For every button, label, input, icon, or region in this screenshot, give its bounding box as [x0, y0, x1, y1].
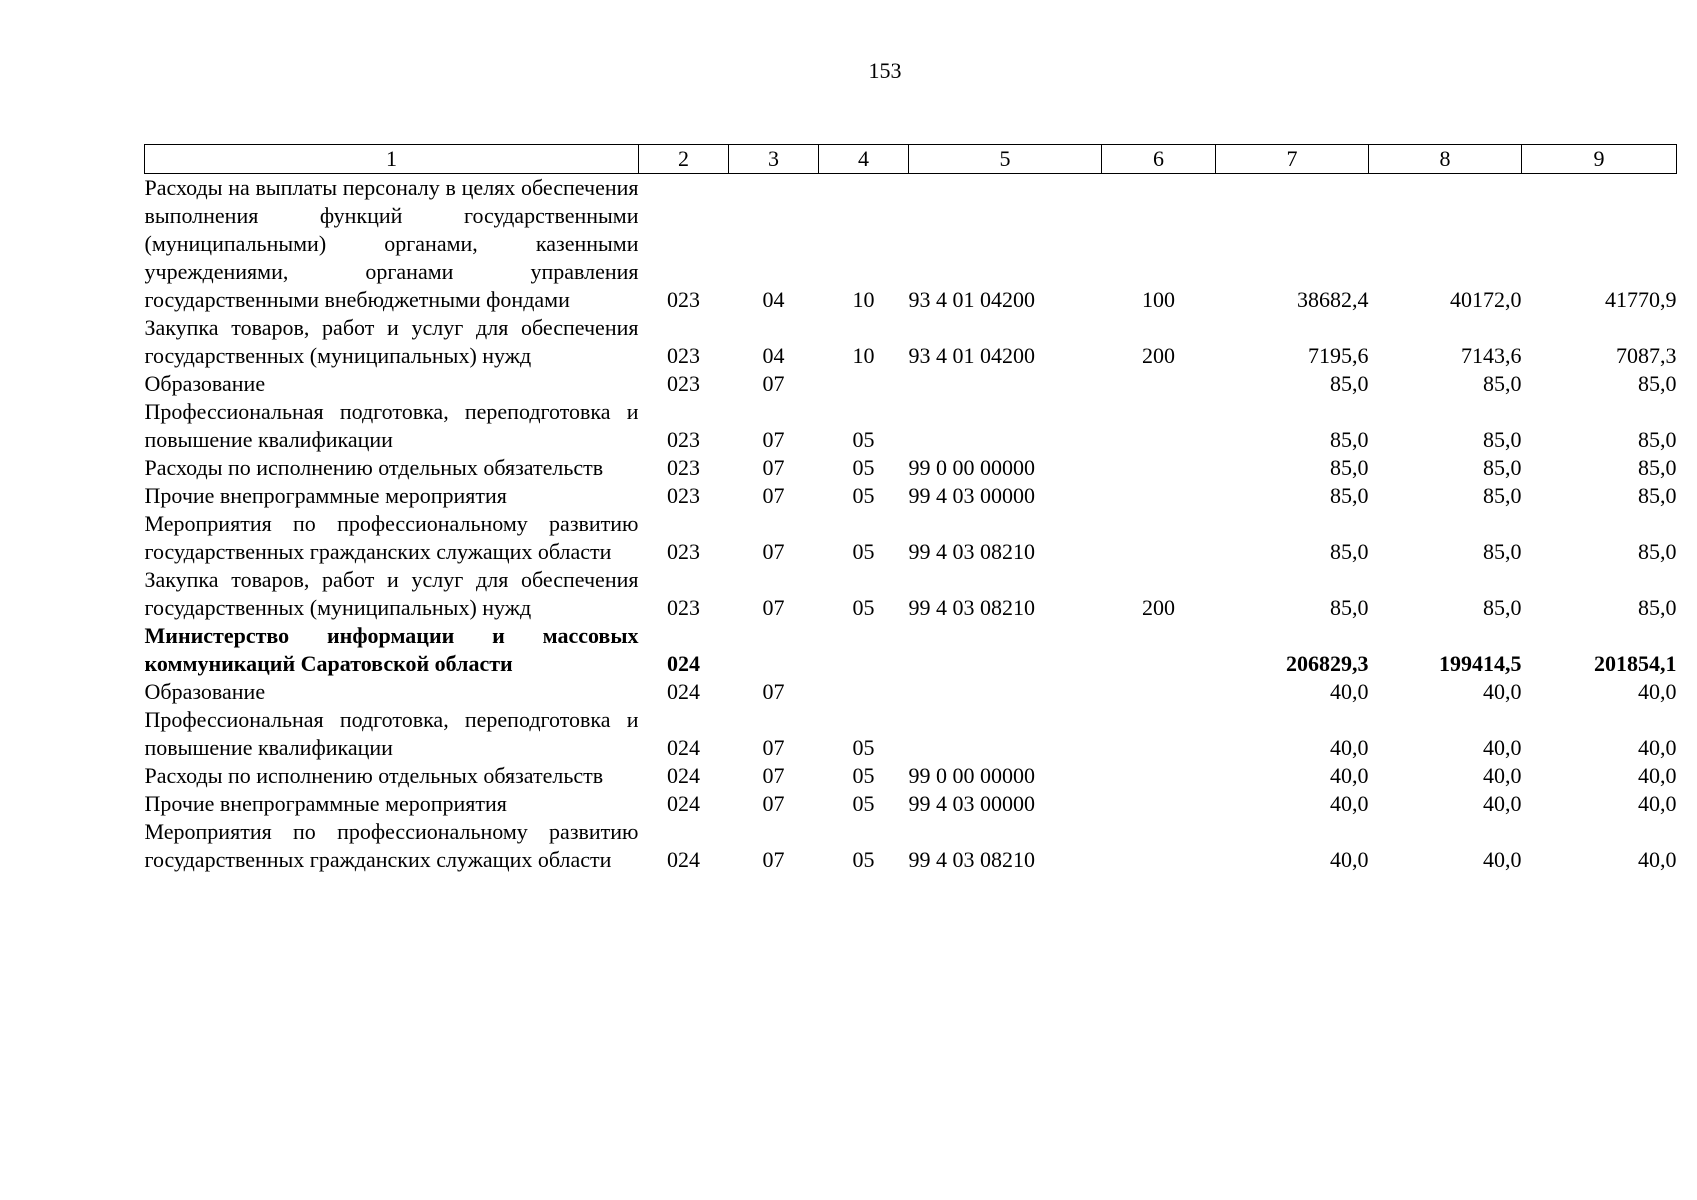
cell-section: 07	[762, 595, 785, 620]
row-name: Расходы на выплаты персоналу в целях обеспечения выполнения функций государственными (муниципальными) органами, казенными учреждениями, органами управления государственными внебюджетными фондами	[144, 175, 639, 312]
cell-amount-1: 7195,6	[1308, 343, 1369, 368]
cell-expense-type: 200	[1142, 343, 1175, 368]
cell-section: 07	[762, 427, 785, 452]
cell-ministry-code: 024	[667, 679, 700, 704]
cell-amount-2: 85,0	[1483, 483, 1522, 508]
row-name: Прочие внепрограммные мероприятия	[144, 483, 507, 508]
row-name: Расходы по исполнению отдельных обязательств	[144, 763, 604, 788]
table-row	[145, 818, 1677, 874]
row-name: Профессиональная подготовка, переподготовка и повышение квалификации	[144, 707, 639, 760]
cell-section: 07	[762, 735, 785, 760]
cell-amount-1: 85,0	[1330, 539, 1369, 564]
cell-amount-3: 201854,1	[1594, 651, 1677, 676]
cell-amount-2: 40,0	[1483, 735, 1522, 760]
table-row	[145, 622, 1677, 678]
cell-amount-2: 40,0	[1483, 679, 1522, 704]
row-name: Образование	[144, 679, 266, 704]
cell-amount-2: 85,0	[1483, 539, 1522, 564]
cell-amount-3: 40,0	[1638, 763, 1677, 788]
cell-amount-3: 40,0	[1638, 679, 1677, 704]
cell-target-article: 99 0 00 00000	[908, 455, 1035, 480]
cell-amount-3: 85,0	[1638, 427, 1677, 452]
cell-amount-2: 85,0	[1483, 427, 1522, 452]
cell-subsection: 05	[852, 427, 875, 452]
cell-amount-3: 85,0	[1638, 483, 1677, 508]
cell-expense-type	[1102, 370, 1216, 398]
cell-subsection	[819, 622, 909, 678]
cell-expense-type	[1102, 622, 1216, 678]
cell-amount-3: 85,0	[1638, 539, 1677, 564]
cell-ministry-code: 023	[667, 595, 700, 620]
cell-target-article: 99 4 03 00000	[908, 791, 1035, 816]
cell-subsection: 05	[852, 847, 875, 872]
cell-amount-1: 40,0	[1330, 847, 1369, 872]
cell-amount-1: 85,0	[1330, 455, 1369, 480]
row-name: Закупка товаров, работ и услуг для обеспечения государственных (муниципальных) нужд	[144, 315, 639, 368]
cell-target-article: 99 0 00 00000	[908, 763, 1035, 788]
header-cell: 6	[1102, 145, 1216, 174]
cell-target-article: 99 4 03 08210	[908, 539, 1035, 564]
header-cell: 5	[909, 145, 1102, 174]
cell-section: 07	[762, 483, 785, 508]
row-name: Мероприятия по профессиональному развитию государственных гражданских служащих области	[144, 511, 639, 564]
cell-amount-1: 85,0	[1330, 427, 1369, 452]
page-number: 153	[868, 58, 902, 83]
cell-section: 04	[762, 343, 785, 368]
cell-expense-type	[1102, 762, 1216, 790]
row-name: Образование	[144, 371, 266, 396]
cell-amount-1: 40,0	[1330, 791, 1369, 816]
cell-expense-type	[1102, 790, 1216, 818]
header-cell: 4	[819, 145, 909, 174]
cell-amount-2: 85,0	[1483, 371, 1522, 396]
cell-ministry-code: 023	[667, 371, 700, 396]
cell-amount-2: 7143,6	[1461, 343, 1522, 368]
cell-section: 07	[762, 679, 785, 704]
table-row	[145, 762, 1677, 790]
header-cell: 2	[639, 145, 729, 174]
header-cell: 3	[729, 145, 819, 174]
cell-ministry-code: 024	[667, 791, 700, 816]
cell-target-article	[909, 398, 1102, 454]
cell-amount-1: 206829,3	[1286, 651, 1369, 676]
cell-amount-2: 85,0	[1483, 455, 1522, 480]
table-row	[145, 678, 1677, 706]
cell-ministry-code: 023	[667, 483, 700, 508]
cell-target-article: 99 4 03 00000	[908, 483, 1035, 508]
row-name: Мероприятия по профессиональному развитию государственных гражданских служащих области	[144, 819, 639, 872]
header-row	[145, 145, 1677, 174]
cell-expense-type: 100	[1142, 287, 1175, 312]
cell-ministry-code: 024	[667, 763, 700, 788]
cell-amount-1: 40,0	[1330, 735, 1369, 760]
row-name: Прочие внепрограммные мероприятия	[144, 791, 507, 816]
cell-expense-type	[1102, 678, 1216, 706]
cell-amount-3: 85,0	[1638, 455, 1677, 480]
cell-subsection: 10	[852, 287, 875, 312]
cell-subsection: 05	[852, 735, 875, 760]
cell-ministry-code: 024	[667, 735, 700, 760]
cell-amount-2: 199414,5	[1439, 651, 1522, 676]
row-name: Закупка товаров, работ и услуг для обеспечения государственных (муниципальных) нужд	[144, 567, 639, 620]
cell-amount-3: 40,0	[1638, 791, 1677, 816]
table-row	[145, 370, 1677, 398]
cell-amount-1: 85,0	[1330, 595, 1369, 620]
header-cell: 7	[1216, 145, 1369, 174]
cell-subsection: 05	[852, 763, 875, 788]
cell-subsection: 05	[852, 455, 875, 480]
header-cell: 8	[1369, 145, 1522, 174]
cell-amount-1: 85,0	[1330, 371, 1369, 396]
cell-amount-1: 38682,4	[1297, 287, 1369, 312]
cell-amount-2: 40,0	[1483, 763, 1522, 788]
cell-target-article: 93 4 01 04200	[908, 343, 1035, 368]
cell-amount-3: 7087,3	[1616, 343, 1677, 368]
cell-subsection: 05	[852, 539, 875, 564]
table-row	[145, 482, 1677, 510]
cell-amount-3: 85,0	[1638, 371, 1677, 396]
cell-target-article: 93 4 01 04200	[908, 287, 1035, 312]
cell-section: 07	[762, 791, 785, 816]
row-name: Профессиональная подготовка, переподготовка и повышение квалификации	[144, 399, 639, 452]
table-row	[145, 314, 1677, 370]
cell-target-article	[909, 706, 1102, 762]
cell-ministry-code: 024	[667, 847, 700, 872]
cell-ministry-code: 024	[667, 651, 700, 676]
table-row	[145, 398, 1677, 454]
cell-section: 07	[762, 763, 785, 788]
cell-amount-2: 40,0	[1483, 847, 1522, 872]
cell-subsection: 05	[852, 595, 875, 620]
cell-subsection: 05	[852, 791, 875, 816]
cell-ministry-code: 023	[667, 455, 700, 480]
cell-subsection: 05	[852, 483, 875, 508]
cell-subsection	[819, 678, 909, 706]
cell-amount-2: 40,0	[1483, 791, 1522, 816]
table-row	[145, 706, 1677, 762]
header-cell: 9	[1522, 145, 1677, 174]
cell-amount-1: 40,0	[1330, 763, 1369, 788]
table-row	[145, 566, 1677, 622]
table-row	[145, 790, 1677, 818]
cell-subsection	[819, 370, 909, 398]
cell-target-article: 99 4 03 08210	[908, 595, 1035, 620]
table-row	[145, 454, 1677, 482]
row-name: Министерство информации и массовых коммуникаций Саратовской области	[144, 623, 639, 676]
cell-target-article	[909, 370, 1102, 398]
cell-target-article: 99 4 03 08210	[908, 847, 1035, 872]
table-row	[145, 510, 1677, 566]
cell-ministry-code: 023	[667, 427, 700, 452]
cell-expense-type	[1102, 482, 1216, 510]
cell-section: 07	[762, 539, 785, 564]
cell-amount-1: 85,0	[1330, 483, 1369, 508]
budget-table	[144, 144, 1677, 874]
cell-ministry-code: 023	[667, 343, 700, 368]
cell-section: 07	[762, 371, 785, 396]
cell-section: 07	[762, 455, 785, 480]
cell-amount-3: 85,0	[1638, 595, 1677, 620]
cell-expense-type	[1102, 706, 1216, 762]
header-cell: 1	[145, 145, 639, 174]
cell-expense-type: 200	[1142, 595, 1175, 620]
cell-expense-type	[1102, 398, 1216, 454]
cell-amount-2: 40172,0	[1450, 287, 1522, 312]
row-name: Расходы по исполнению отдельных обязательств	[144, 455, 604, 480]
cell-expense-type	[1102, 510, 1216, 566]
table-row	[145, 174, 1677, 315]
cell-target-article	[909, 678, 1102, 706]
cell-expense-type	[1102, 454, 1216, 482]
cell-section: 07	[762, 847, 785, 872]
cell-section: 04	[762, 287, 785, 312]
cell-expense-type	[1102, 818, 1216, 874]
cell-target-article	[909, 622, 1102, 678]
cell-ministry-code: 023	[667, 287, 700, 312]
cell-section	[729, 622, 819, 678]
cell-ministry-code: 023	[667, 539, 700, 564]
cell-amount-3: 40,0	[1638, 847, 1677, 872]
cell-amount-3: 41770,9	[1605, 287, 1677, 312]
cell-amount-2: 85,0	[1483, 595, 1522, 620]
cell-amount-3: 40,0	[1638, 735, 1677, 760]
cell-subsection: 10	[852, 343, 875, 368]
cell-amount-1: 40,0	[1330, 679, 1369, 704]
